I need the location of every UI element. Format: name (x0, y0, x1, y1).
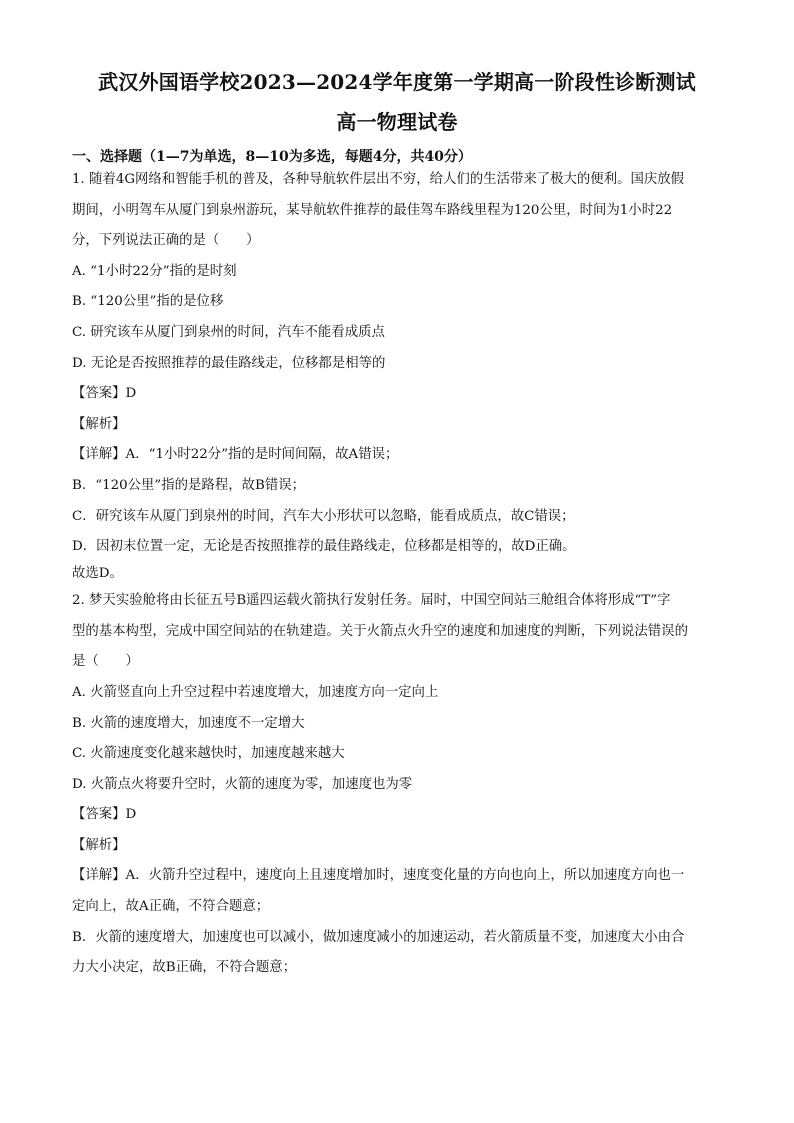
q1-stem-line-2: 期间，小明驾车从厦门到泉州游玩，某导航软件推荐的最佳驾车路线里程为120公里，时间为1小时22 (72, 202, 673, 218)
q2-analysis-line-4: 力大小决定，故B正确，不符合题意； (72, 960, 297, 976)
q2-analysis-line-2: 定向上，故A正确，不符合题意； (72, 899, 270, 915)
q2-option-b: B. 火箭的速度增大，加速度不一定增大 (72, 715, 305, 731)
q2-option-a: A. 火箭竖直向上升空过程中若速度增大，加速度方向一定向上 (72, 684, 439, 700)
q1-stem-line-3: 分，下列说法正确的是（ ） (72, 233, 260, 249)
q1-option-a: A. “1小时22分”指的是时刻 (72, 263, 237, 279)
q1-stem-line-1: 1. 随着4G网络和智能手机的普及，各种导航软件层出不穷，给人们的生活带来了极大的便利。国庆放假 (72, 172, 685, 187)
q1-option-c: C. 研究该车从厦门到泉州的时间，汽车不能看成质点 (72, 324, 385, 340)
q1-analysis-line-5: 故选D。 (72, 566, 123, 582)
q1-analysis-line-3: C．研究该车从厦门到泉州的时间，汽车大小形状可以忽略，能看成质点，故C错误； (72, 508, 575, 524)
q2-option-d: D. 火箭点火将要升空时，火箭的速度为零，加速度也为零 (72, 776, 413, 792)
question-2 (72, 591, 722, 989)
exam-title: 武汉外国语学校2023—2024学年度第一学期高一阶段性诊断测试 (98, 70, 696, 94)
q2-answer: 【答案】D (72, 807, 137, 823)
q1-option-b: B. “120公里”指的是位移 (72, 294, 224, 310)
q2-option-c: C. 火箭速度变化越来越快时，加速度越来越大 (72, 746, 345, 762)
section-heading: 一、选择题（1—7为单选，8—10为多选，每题4分，共40分） (72, 149, 472, 165)
q1-analysis-line-1: 【详解】A．“1小时22分”指的是时间间隔，故A错误； (72, 447, 399, 463)
exam-subtitle: 高一物理试卷 (336, 110, 458, 134)
q1-analysis-label: 【解析】 (72, 416, 126, 432)
q2-analysis-line-1: 【详解】A．火箭升空过程中，速度向上且速度增加时，速度变化量的方向也向上，所以加速度方向也一 (72, 868, 685, 884)
q2-stem-line-3: 是（ ） (72, 654, 139, 670)
exam-content (72, 146, 722, 989)
q1-option-d: D. 无论是否按照推荐的最佳路线走，位移都是相等的 (72, 355, 386, 371)
q2-stem-line-1: 2. 梦天实验舱将由长征五号B遥四运载火箭执行发射任务。届时，中国空间站三舱组合体将形成“T”字 (72, 593, 671, 609)
q2-analysis-label: 【解析】 (72, 837, 126, 853)
question-1 (72, 170, 722, 591)
q2-analysis-line-3: B．火箭的速度增大，加速度也可以减小，做加速度减小的加速运动，若火箭质量不变，加速度大小由合 (72, 929, 685, 945)
q1-answer: 【答案】D (72, 386, 137, 402)
q2-stem-line-2: 型的基本构型，完成中国空间站的在轨建造。关于火箭点火升空的速度和加速度的判断，下列说法错误的 (72, 623, 688, 639)
q1-analysis-line-4: D．因初末位置一定，无论是否按照推荐的最佳路线走，位移都是相等的，故D正确。 (72, 539, 576, 555)
q1-analysis-line-2: B．“120公里”指的是路程，故B错误； (72, 477, 306, 493)
